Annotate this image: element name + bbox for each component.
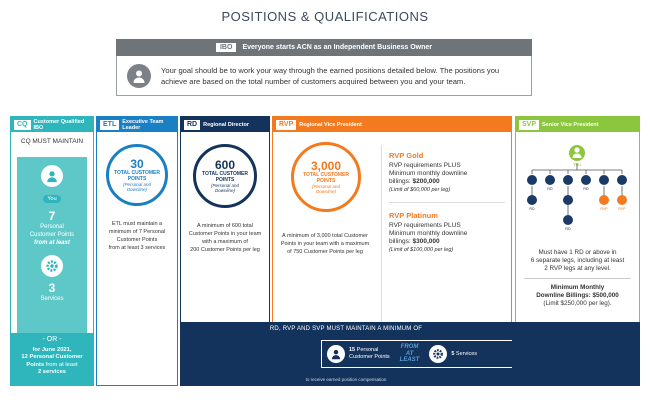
rvp-gold-l2: Minimum monthly downline bbox=[389, 170, 468, 177]
cq-points-number: 7 bbox=[48, 209, 56, 223]
svp-rvp-label: RVP bbox=[618, 207, 626, 211]
person-icon bbox=[127, 64, 151, 88]
svp-billing-line3: (Limit $250,000 per leg). bbox=[543, 300, 612, 307]
etl-points-number: 30 bbox=[130, 156, 144, 171]
cq-name: Customer Qualified IBO bbox=[33, 118, 85, 131]
etl-points-sub1: (Personal and bbox=[122, 181, 152, 187]
rvp-plat-l3b: $300,000 bbox=[412, 238, 440, 245]
person-icon bbox=[41, 165, 63, 187]
you-label: You bbox=[43, 195, 60, 203]
ibo-text-line1: Your goal should be to work your way through the earned positions detailed below. The positions you bbox=[161, 65, 500, 75]
svp-text-line3: 2 RVP legs at any level. bbox=[544, 265, 611, 272]
rd-points-label1: TOTAL CUSTOMER bbox=[201, 170, 249, 177]
svp-rd-label: RD bbox=[547, 187, 553, 191]
rvp-gold-l3b: $200,000 bbox=[412, 178, 440, 185]
ibo-tag: IBO bbox=[216, 43, 236, 52]
band-from3: LEAST bbox=[399, 357, 420, 364]
rvp-tiers bbox=[389, 151, 505, 254]
band-services-number: 5 bbox=[451, 350, 455, 357]
band-footnote: to receive earned position compensation bbox=[305, 377, 387, 382]
svp-name: Senior Vice President bbox=[542, 121, 599, 128]
etl-points-label1: TOTAL CUSTOMER bbox=[113, 169, 161, 176]
band-extension bbox=[512, 322, 640, 386]
rvp-plat-l2: Minimum monthly downline bbox=[389, 230, 468, 237]
rvp-desc-line3: of 750 Customer Points per leg bbox=[287, 249, 363, 255]
rd-points-sub1: (Personal and bbox=[210, 182, 240, 188]
svp-rd-label: RD bbox=[529, 207, 535, 211]
band-points-l1: Personal bbox=[356, 347, 379, 353]
rd-desc-line3: with a maximum of bbox=[202, 239, 248, 245]
cq-or: - OR - bbox=[42, 336, 62, 343]
svp-rvp-label: RVP bbox=[600, 207, 608, 211]
svp-text-line2: 6 separate legs, including at least bbox=[530, 257, 625, 264]
ibo-text-line2: achieve are based on the total number of customers acquired between you and your team. bbox=[161, 76, 466, 86]
etl-description bbox=[97, 220, 177, 252]
rd-name: Regional Director bbox=[203, 121, 249, 128]
cq-june-line2: 12 Personal Customer bbox=[21, 354, 83, 360]
cq-points-line2: Customer Points bbox=[29, 232, 75, 238]
rvp-points-number: 3,000 bbox=[310, 158, 342, 173]
cq-services-number: 3 bbox=[48, 281, 56, 295]
band-from2: AT bbox=[405, 350, 414, 357]
rvp-gold-l4: (Limit of $60,000 per leg) bbox=[389, 187, 451, 193]
svp-billing-line2b: $500,000 bbox=[592, 292, 619, 299]
cq-header bbox=[11, 117, 93, 132]
cq-june-line1: for June 2021, bbox=[32, 346, 72, 353]
band-requirements bbox=[321, 340, 534, 368]
svp-you-label: You bbox=[573, 162, 581, 167]
etl-points-label2: POINTS bbox=[127, 175, 147, 182]
rd-abbr: RD bbox=[184, 120, 200, 130]
cq-june-line3b: from at least bbox=[45, 361, 78, 368]
rd-points-ring bbox=[193, 144, 257, 208]
etl-abbr: ETL bbox=[100, 120, 119, 130]
ibo-banner-text: Everyone starts ACN as an Independent Business Owner bbox=[242, 44, 433, 51]
ibo-banner bbox=[116, 39, 532, 56]
cq-june-line4: 2 services bbox=[37, 369, 67, 375]
band-from1: FROM bbox=[400, 344, 419, 351]
rvp-points-ring bbox=[291, 142, 361, 212]
cq-june-note bbox=[11, 333, 93, 385]
rvp-points-sub1: (Personal and bbox=[311, 183, 341, 189]
rd-desc-line1: A minimum of 600 total bbox=[197, 223, 253, 229]
maintain-band bbox=[180, 322, 512, 386]
person-icon bbox=[327, 345, 345, 363]
rvp-name: Regional Vice President bbox=[299, 121, 362, 128]
rd-description bbox=[181, 222, 269, 254]
rd-desc-line2: Customer Points in your team bbox=[188, 231, 262, 237]
rvp-abbr: RVP bbox=[276, 120, 296, 130]
band-from-at-least bbox=[400, 344, 420, 364]
cq-points-line1: Personal bbox=[40, 224, 64, 230]
rvp-plat-l3a: billings: bbox=[389, 238, 411, 245]
rvp-tier-divider bbox=[389, 202, 505, 203]
rvp-plat-title: RVP Platinum bbox=[389, 211, 438, 220]
band-title: RD, RVP AND SVP MUST MAINTAIN A MINIMUM OF bbox=[269, 326, 423, 332]
svp-rd-label: RD bbox=[583, 187, 589, 191]
page-title: POSITIONS & QUALIFICATIONS bbox=[221, 9, 429, 24]
etl-name: Executive Team Leader bbox=[122, 118, 164, 131]
rvp-plat-l1: RVP requirements PLUS bbox=[389, 222, 461, 229]
svp-billing-line2a: Downline Billings: bbox=[536, 292, 591, 299]
etl-desc-line1: ETL must maintain a bbox=[111, 221, 163, 227]
svp-requirements bbox=[516, 249, 639, 308]
rvp-header bbox=[273, 117, 511, 132]
etl-points-ring bbox=[106, 144, 168, 206]
rvp-desc-line1: A minimum of 3,000 total Customer bbox=[282, 233, 368, 239]
etl-header bbox=[97, 117, 177, 132]
svp-text-line1: Must have 1 RD or above in bbox=[538, 249, 617, 256]
band-points-l2: Customer Points bbox=[349, 354, 390, 360]
rvp-desc-line2: Points in your team with a maximum bbox=[280, 241, 370, 247]
etl-desc-line3: Customer Points bbox=[116, 237, 158, 243]
column-etl bbox=[96, 116, 178, 386]
cq-points-line3: from at least bbox=[34, 240, 70, 246]
rvp-plat-l4: (Limit of $100,000 per leg) bbox=[389, 247, 454, 253]
svp-billing-line1: Minimum Monthly bbox=[550, 284, 605, 291]
svp-divider bbox=[524, 278, 631, 279]
rvp-divider bbox=[381, 145, 382, 335]
cq-requirements bbox=[17, 157, 87, 337]
rvp-points-sub2: Downline) bbox=[315, 189, 336, 194]
cq-abbr: CQ bbox=[14, 120, 31, 130]
rvp-points-label2: POINTS bbox=[316, 177, 336, 184]
cq-must-maintain: CQ MUST MAINTAIN bbox=[20, 138, 84, 145]
rvp-gold-l1: RVP requirements PLUS bbox=[389, 162, 461, 169]
column-cq bbox=[10, 116, 94, 386]
gear-icon bbox=[41, 255, 63, 277]
cq-june-line3a: Points bbox=[26, 361, 45, 368]
gear-icon bbox=[429, 345, 447, 363]
rd-points-sub2: Downline) bbox=[214, 188, 235, 193]
band-points-number: 15 bbox=[349, 347, 356, 353]
svp-header bbox=[516, 117, 639, 132]
cq-services-label: Services bbox=[40, 296, 64, 302]
rd-desc-line4: 200 Customer Points per leg bbox=[190, 247, 260, 253]
rd-points-number: 600 bbox=[214, 157, 236, 172]
svp-abbr: SVP bbox=[519, 120, 539, 130]
rvp-gold-title: RVP Gold bbox=[389, 151, 424, 160]
etl-desc-line4: from at least 3 services bbox=[108, 245, 166, 251]
rvp-description bbox=[275, 232, 375, 256]
rd-header bbox=[181, 117, 269, 132]
org-tree-icon bbox=[516, 133, 639, 245]
svp-rd-label: RD bbox=[565, 227, 571, 231]
rvp-points-label1: TOTAL CUSTOMER bbox=[302, 171, 350, 178]
etl-points-sub2: Downline) bbox=[126, 187, 147, 192]
etl-desc-line2: minimum of 7 Personal bbox=[108, 229, 166, 235]
rvp-gold-l3a: billings: bbox=[389, 178, 411, 185]
rd-points-label2: POINTS bbox=[215, 176, 235, 183]
band-services-label: Services bbox=[455, 350, 478, 357]
ibo-description bbox=[116, 56, 532, 96]
